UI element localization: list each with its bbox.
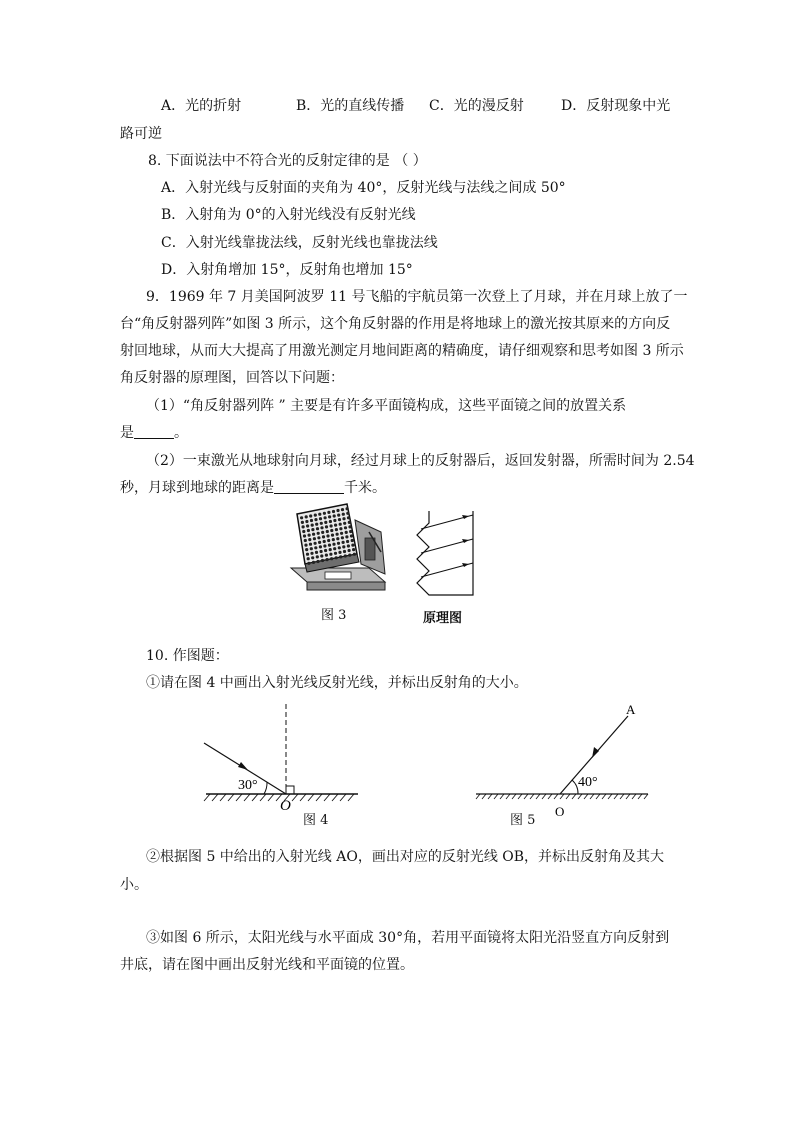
figure-5-caption: 图 5 [510, 813, 536, 828]
reflector-dot [327, 511, 330, 514]
reflector-dot [318, 513, 321, 516]
reflector-dot [320, 550, 323, 553]
q8-option-c: C．入射光线靠拢法线，反射光线也靠拢法线 [161, 235, 438, 251]
reflector-dot [323, 540, 326, 543]
reflector-dot [328, 515, 331, 518]
reflector-dot [324, 549, 327, 552]
reflector-dot [321, 531, 324, 534]
reflector-dot [302, 525, 305, 528]
reflector-dot [346, 507, 349, 510]
q9-part1-suffix: 。 [174, 425, 188, 441]
reflector-dot [316, 555, 319, 558]
reflector-dot [315, 523, 318, 526]
reflector-dot [342, 541, 345, 544]
reflector-dot [339, 527, 342, 530]
reflector-dot [338, 518, 341, 521]
reflector-dot [316, 560, 319, 563]
figure-5-point-a: A [626, 702, 636, 717]
reflector-dot [305, 520, 308, 523]
q10-item3-line1: ③如图 6 所示，太阳光线与水平面成 30°角，若用平面镜将太阳光沿竖直方向反射到 [146, 930, 670, 946]
reflector-dot [348, 525, 351, 528]
corner-reflector-principle-diagram [407, 507, 477, 603]
reflector-dot [317, 536, 320, 539]
reflector-dot [309, 543, 312, 546]
reflector-dot [338, 546, 341, 549]
figure-5-diagram [472, 700, 652, 820]
reflector-dot [341, 536, 344, 539]
q9-part2-line1: （2）一束激光从地球射向月球，经过月球上的反射器后，返回发射器，所需时间为 2.54 [146, 453, 695, 469]
q10-title: 10. 作图题： [146, 648, 229, 664]
reflector-dot [314, 514, 317, 517]
reflector-dot [353, 553, 356, 556]
q9-part2-suffix: 千米。 [344, 480, 386, 496]
reflector-dot [352, 548, 355, 551]
reflector-dot [312, 561, 315, 564]
reflector-dot [306, 524, 309, 527]
reflector-dot [305, 548, 308, 551]
reflector-dot [309, 514, 312, 517]
reflector-dot [325, 554, 328, 557]
reflector-dot [311, 528, 314, 531]
reflector-dot [331, 534, 334, 537]
reflector-dot [311, 524, 314, 527]
reflector-dot [303, 534, 306, 537]
q7-option-a: A．光的折射 [161, 98, 242, 114]
reflector-dot [319, 545, 322, 548]
reflector-dot [328, 544, 331, 547]
q9-part1-line1: （1）“角反射器列阵 ” 主要是有许多平面镜构成，这些平面镜之间的放置关系 [146, 398, 627, 414]
reflector-dot [307, 557, 310, 560]
reflector-dot [334, 552, 337, 555]
reflector-dot [333, 547, 336, 550]
reflector-dot [302, 530, 305, 533]
reflector-dot [312, 533, 315, 536]
figure-4-right-angle-mark [286, 786, 294, 794]
reflector-dot [310, 547, 313, 550]
reflector-dot [300, 516, 303, 519]
figure-4-caption: 图 4 [303, 813, 329, 828]
reflector-dot [341, 508, 344, 511]
q8-option-d: D．入射角增加 15°，反射角也增加 15° [161, 262, 413, 278]
reflector-dot [307, 529, 310, 532]
reflector-dot [332, 538, 335, 541]
reflector-dot [337, 542, 340, 545]
q7-option-d-continued: 路可逆 [120, 126, 162, 142]
figure-5-ray-arrow [592, 747, 599, 758]
reflector-dot [311, 556, 314, 559]
corner-reflector-array-figure [285, 502, 395, 602]
reflector-dot [342, 513, 345, 516]
reflector-dot [308, 534, 311, 537]
reflector-dot [336, 509, 339, 512]
q9-part2-line2 [120, 478, 386, 498]
reflector-dot [347, 544, 350, 547]
reflector-dot [313, 537, 316, 540]
figure-4-diagram [200, 700, 365, 810]
reflector-dot [326, 534, 329, 537]
reflector-dot [348, 554, 351, 557]
q10-item1: ①请在图 4 中画出入射光线反射光线，并标出反射角的大小。 [146, 675, 528, 691]
reflector-dot [320, 522, 323, 525]
q9-part2-prefix: 秒，月球到地球的距离是 [120, 480, 274, 496]
reflector-dot [348, 549, 351, 552]
figure-3-caption: 图 3 [321, 608, 347, 623]
reflector-dot [342, 517, 345, 520]
reflector-dot [317, 532, 320, 535]
reflector-dot [342, 545, 345, 548]
reflector-dot [345, 535, 348, 538]
reflector-dot [335, 528, 338, 531]
reflector-dot [306, 553, 309, 556]
reflector-dot [347, 516, 350, 519]
reflector-dot [329, 553, 332, 556]
reflector-dot [326, 530, 329, 533]
reflector-dot [348, 521, 351, 524]
reflector-dot [340, 532, 343, 535]
reflector-dot [330, 524, 333, 527]
reflector-dot [337, 514, 340, 517]
q9-text-line2: 台“角反射器列阵”如图 3 所示，这个角反射器的作用是将地球上的激光按其原来的方向反 [120, 316, 671, 332]
reflector-dot [329, 520, 332, 523]
figure-4-point-o: O [280, 798, 291, 810]
reflector-dot [320, 554, 323, 557]
reflector-dot [346, 540, 349, 543]
reflector-dot [325, 525, 328, 528]
figure-4-mirror-hatching [204, 794, 354, 801]
q9-part1-prefix: 是 [120, 425, 134, 441]
reflector-dot [343, 522, 346, 525]
q7-option-c: C．光的漫反射 [429, 98, 524, 114]
q9-text-line3: 射回地球，从而大大提高了用激光测定月地间距离的精确度，请仔细观察和思考如图 3 所示 [120, 343, 684, 359]
reflector-dot [307, 562, 310, 565]
q8-option-a: A．入射光线与反射面的夹角为 40°，反射光线与法线之间成 50° [161, 180, 566, 196]
q9-text-line1: 9．1969 年 7 月美国阿波罗 11 号飞船的宇航员第一次登上了月球，并在月球上放了一 [146, 289, 688, 305]
reflector-dot [310, 519, 313, 522]
reflector-dot [321, 559, 324, 562]
reflector-dot [333, 519, 336, 522]
figure-4-angle-arc [264, 782, 267, 794]
reflector-dot [330, 529, 333, 532]
q10-item3-line2: 井底，请在图中画出反射光线和平面镜的位置。 [120, 957, 414, 973]
reflector-dot [305, 515, 308, 518]
reflector-dot [314, 518, 317, 521]
reflector-dot [350, 534, 353, 537]
reflector-dot [310, 552, 313, 555]
reflector-dot [322, 535, 325, 538]
reflector-dot [338, 551, 341, 554]
q10-item2-line1: ②根据图 5 中给出的入射光线 AO，画出对应的反射光线 OB，并标出反射角及其大 [146, 849, 665, 865]
reflector-dot [326, 558, 329, 561]
figure-5-angle-label: 40° [578, 775, 598, 790]
principle-diagram-caption: 原理图 [423, 611, 463, 626]
reflector-dot [301, 521, 304, 524]
figure-5-mirror-hatching [476, 794, 648, 799]
reflector-dot [349, 530, 352, 533]
reflector-dot [351, 544, 354, 547]
reflector-dot [343, 550, 346, 553]
q10-item2-line2: 小。 [120, 877, 148, 893]
reflector-dot [329, 548, 332, 551]
q9-part2-answer-blank[interactable] [274, 479, 344, 494]
q8-stem: 8. 下面说法中不符合光的反射定律的是 （ ） [148, 153, 427, 169]
reflector-dot [346, 512, 349, 515]
reflector-dot [323, 544, 326, 547]
reflector-dot [320, 526, 323, 529]
reflector-dot [339, 555, 342, 558]
reflector-dot [324, 516, 327, 519]
reflector-dot [344, 554, 347, 557]
reflector-dot [336, 533, 339, 536]
reflector-dot [330, 557, 333, 560]
reflector-dot [308, 538, 311, 541]
reflector-dot [345, 531, 348, 534]
reflector-dot [316, 527, 319, 530]
reflector-dot [344, 526, 347, 529]
q9-part1-line2 [120, 423, 188, 443]
reflector-dot [323, 512, 326, 515]
q9-text-line4: 角反射器的原理图，回答以下问题： [120, 370, 344, 386]
q9-part1-answer-blank[interactable] [134, 424, 174, 439]
reflector-dot [351, 539, 354, 542]
q7-option-b: B．光的直线传播 [296, 98, 405, 114]
reflector-dot [339, 523, 342, 526]
reflector-dot [319, 517, 322, 520]
q8-option-b: B．入射角为 0°的入射光线没有反射光线 [161, 207, 416, 223]
figure-4-angle-label: 30° [238, 778, 258, 793]
reflector-dot [336, 537, 339, 540]
figure-5-point-o: O [555, 804, 565, 819]
reflector-dot [314, 546, 317, 549]
reflector-dot [304, 539, 307, 542]
q7-option-d: D．反射现象中光 [561, 98, 671, 114]
reflector-dot [315, 551, 318, 554]
reflector-dot [324, 521, 327, 524]
reflector-dot [332, 543, 335, 546]
reflector-dot [334, 524, 337, 527]
reflector-dot [304, 544, 307, 547]
reflector-dot [335, 556, 338, 559]
reflector-dot [314, 542, 317, 545]
figure-4-ray-arrow [238, 762, 248, 770]
reflector-dot [318, 541, 321, 544]
reflector-dot [327, 539, 330, 542]
reflector-dot [333, 514, 336, 517]
reflector-dot [332, 510, 335, 513]
